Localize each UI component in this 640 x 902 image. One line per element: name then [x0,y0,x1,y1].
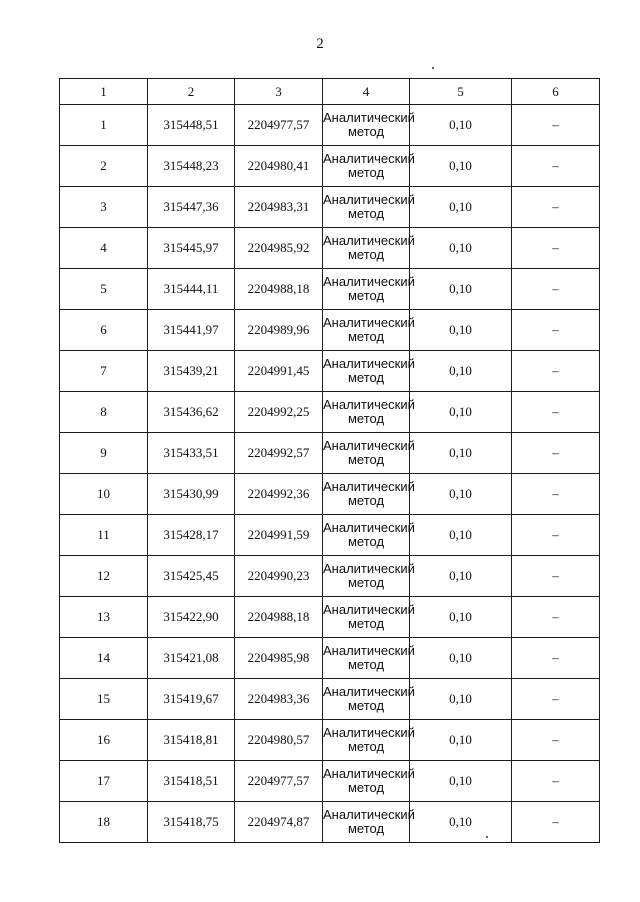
y-coordinate-cell: 2204988,18 [235,269,323,310]
header-col-6: 6 [512,79,600,105]
accuracy-cell: 0,10 [410,187,512,228]
accuracy-cell: 0,10 [410,392,512,433]
x-coordinate-cell: 315444,11 [148,269,235,310]
method-cell [323,105,415,146]
y-coordinate-cell: 2204974,87 [235,802,323,843]
method-line-1: Аналитический [323,807,415,822]
method-line-2: метод [347,206,385,221]
point-number-cell: 18 [60,802,148,843]
method-cell [323,638,415,679]
method-line-2: метод [347,247,385,262]
method-line-1: Аналитический [323,602,415,617]
point-number-cell: 13 [60,597,148,638]
y-coordinate-cell: 2204983,36 [235,679,323,720]
note-cell: – [512,597,600,638]
x-coordinate-cell: 315418,75 [148,802,235,843]
method-line-1: Аналитический [323,192,415,207]
accuracy-cell: 0,10 [410,105,512,146]
method-line-2: метод [347,329,385,344]
method-cell [323,802,415,843]
y-coordinate-cell: 2204977,57 [235,761,323,802]
accuracy-cell: 0,10 [410,310,512,351]
point-number-cell: 16 [60,720,148,761]
accuracy-cell: 0,10 [410,679,512,720]
method-line-2: метод [347,616,385,631]
y-coordinate-cell: 2204977,57 [235,105,323,146]
x-coordinate-cell: 315419,67 [148,679,235,720]
x-coordinate-cell: 315422,90 [148,597,235,638]
accuracy-cell: 0,10 [410,761,512,802]
note-cell: – [512,720,600,761]
table-row [60,433,600,474]
table-row [60,146,600,187]
point-number-cell: 9 [60,433,148,474]
table-row [60,761,600,802]
accuracy-cell: 0,10 [410,433,512,474]
note-cell: – [512,515,600,556]
x-coordinate-cell: 315447,36 [148,187,235,228]
y-coordinate-cell: 2204983,31 [235,187,323,228]
y-coordinate-cell: 2204988,18 [235,597,323,638]
accuracy-cell: 0,10 [410,638,512,679]
y-coordinate-cell: 2204985,92 [235,228,323,269]
note-cell: – [512,310,600,351]
note-cell: – [512,105,600,146]
table-header-row [60,79,600,105]
point-number-cell: 2 [60,146,148,187]
table-row [60,597,600,638]
table-row [60,802,600,843]
header-col-4: 4 [323,79,410,105]
method-line-1: Аналитический [323,233,415,248]
note-cell: – [512,269,600,310]
method-cell [323,474,415,515]
method-line-2: метод [347,739,385,754]
method-line-1: Аналитический [323,397,415,412]
note-cell: – [512,392,600,433]
y-coordinate-cell: 2204991,59 [235,515,323,556]
y-coordinate-cell: 2204992,57 [235,433,323,474]
method-cell [323,351,415,392]
method-line-1: Аналитический [323,274,415,289]
x-coordinate-cell: 315428,17 [148,515,235,556]
method-cell [323,556,415,597]
point-number-cell: 15 [60,679,148,720]
x-coordinate-cell: 315418,81 [148,720,235,761]
method-line-2: метод [347,575,385,590]
table-row [60,228,600,269]
accuracy-cell: 0,10 [410,515,512,556]
table-row [60,474,600,515]
x-coordinate-cell: 315436,62 [148,392,235,433]
note-cell: – [512,556,600,597]
method-cell [323,228,415,269]
point-number-cell: 14 [60,638,148,679]
x-coordinate-cell: 315421,08 [148,638,235,679]
table-row [60,269,600,310]
accuracy-cell: 0,10 [410,146,512,187]
method-line-1: Аналитический [323,766,415,781]
method-cell [323,310,415,351]
y-coordinate-cell: 2204985,98 [235,638,323,679]
table-body [60,105,600,843]
y-coordinate-cell: 2204990,23 [235,556,323,597]
page-number: 2 [316,36,324,52]
y-coordinate-cell: 2204992,36 [235,474,323,515]
point-number-cell: 6 [60,310,148,351]
method-line-1: Аналитический [323,479,415,494]
accuracy-cell: 0,10 [410,474,512,515]
method-line-1: Аналитический [323,151,415,166]
table-row [60,310,600,351]
method-cell [323,515,415,556]
header-col-3: 3 [235,79,323,105]
method-line-1: Аналитический [323,356,415,371]
method-line-1: Аналитический [323,110,415,125]
header-col-1: 1 [60,79,148,105]
method-line-2: метод [347,780,385,795]
point-number-cell: 4 [60,228,148,269]
x-coordinate-cell: 315448,23 [148,146,235,187]
method-line-2: метод [347,821,385,836]
accuracy-cell: 0,10 [410,269,512,310]
note-cell: – [512,433,600,474]
note-cell: – [512,187,600,228]
method-line-1: Аналитический [323,561,415,576]
note-cell: – [512,351,600,392]
note-cell: – [512,228,600,269]
method-line-1: Аналитический [323,643,415,658]
method-line-2: метод [347,288,385,303]
x-coordinate-cell: 315430,99 [148,474,235,515]
note-cell: – [512,761,600,802]
method-line-2: метод [347,124,385,139]
method-line-1: Аналитический [323,684,415,699]
method-cell [323,187,415,228]
table-row [60,351,600,392]
method-line-2: метод [347,534,385,549]
x-coordinate-cell: 315439,21 [148,351,235,392]
method-line-2: метод [347,493,385,508]
x-coordinate-cell: 315441,97 [148,310,235,351]
table-row [60,187,600,228]
method-line-2: метод [347,657,385,672]
point-number-cell: 3 [60,187,148,228]
point-number-cell: 7 [60,351,148,392]
method-line-2: метод [347,698,385,713]
table-row [60,392,600,433]
accuracy-cell: 0,10 [410,228,512,269]
method-line-1: Аналитический [323,725,415,740]
y-coordinate-cell: 2204980,41 [235,146,323,187]
note-cell: – [512,802,600,843]
y-coordinate-cell: 2204980,57 [235,720,323,761]
table-row [60,638,600,679]
method-cell [323,392,415,433]
accuracy-cell: 0,10 [410,720,512,761]
note-cell: – [512,679,600,720]
x-coordinate-cell: 315445,97 [148,228,235,269]
method-cell [323,146,415,187]
method-line-2: метод [347,370,385,385]
method-line-2: метод [347,411,385,426]
point-number-cell: 5 [60,269,148,310]
note-cell: – [512,474,600,515]
method-cell [323,433,415,474]
table-row [60,556,600,597]
accuracy-cell: 0,10 [410,597,512,638]
point-number-cell: 8 [60,392,148,433]
method-line-2: метод [347,165,385,180]
note-cell: – [512,146,600,187]
method-line-1: Аналитический [323,438,415,453]
y-coordinate-cell: 2204989,96 [235,310,323,351]
method-line-2: метод [347,452,385,467]
x-coordinate-cell: 315425,45 [148,556,235,597]
x-coordinate-cell: 315448,51 [148,105,235,146]
scan-speck [432,67,434,69]
method-cell [323,597,415,638]
accuracy-cell: 0,10 [410,802,512,843]
table-row [60,679,600,720]
note-cell: – [512,638,600,679]
header-col-5: 5 [410,79,512,105]
accuracy-cell: 0,10 [410,556,512,597]
header-col-2: 2 [148,79,235,105]
point-number-cell: 11 [60,515,148,556]
point-number-cell: 12 [60,556,148,597]
accuracy-cell: 0,10 [410,351,512,392]
table-row [60,515,600,556]
method-cell [323,761,415,802]
method-cell [323,269,415,310]
point-number-cell: 1 [60,105,148,146]
y-coordinate-cell: 2204992,25 [235,392,323,433]
x-coordinate-cell: 315418,51 [148,761,235,802]
method-line-1: Аналитический [323,520,415,535]
x-coordinate-cell: 315433,51 [148,433,235,474]
method-cell [323,720,415,761]
y-coordinate-cell: 2204991,45 [235,351,323,392]
point-number-cell: 17 [60,761,148,802]
method-line-1: Аналитический [323,315,415,330]
coordinates-table [59,78,600,843]
table-row [60,105,600,146]
point-number-cell: 10 [60,474,148,515]
table-row [60,720,600,761]
method-cell [323,679,415,720]
